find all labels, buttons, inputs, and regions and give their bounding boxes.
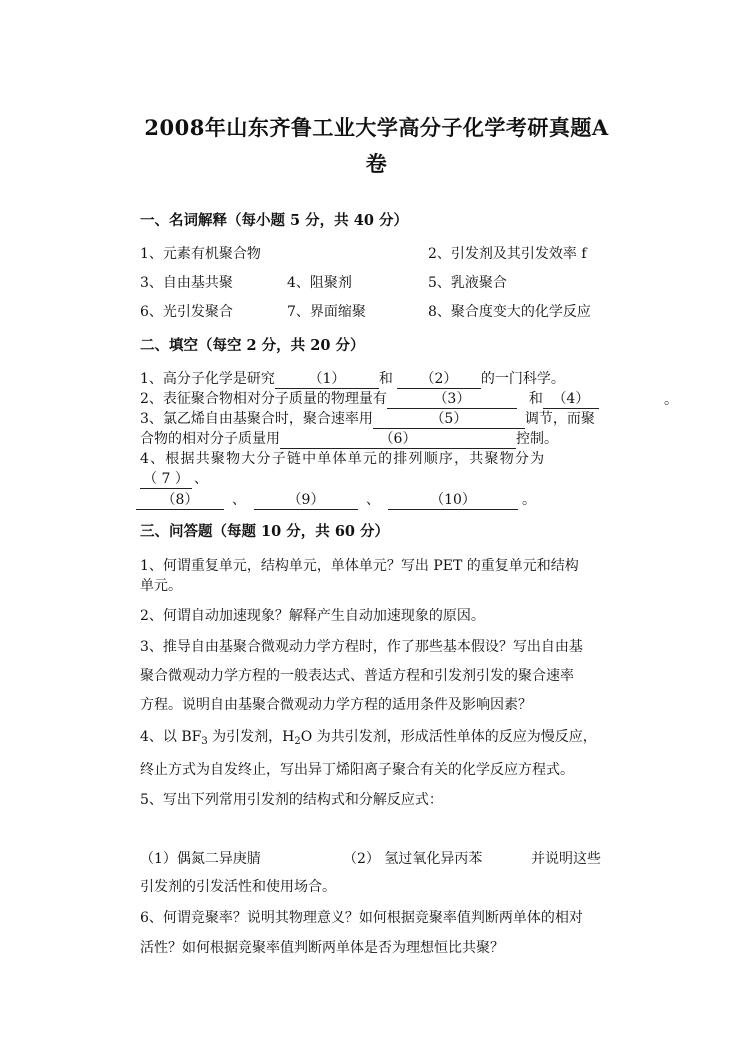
blank-5: （5） xyxy=(373,411,525,429)
q4-part-3: O 为共引发剂，形成活性单体的反应为慢反应， xyxy=(300,729,597,745)
q2-end: 。 xyxy=(664,392,678,408)
q3b-text: 合物的相对分子质量用 xyxy=(140,431,280,447)
q1-and: 和 xyxy=(378,371,393,387)
document-title xyxy=(120,110,633,182)
q4-sub-2: 2 xyxy=(294,736,301,747)
q1-end: 的一门科学。 xyxy=(480,371,565,387)
question-6-line1: 6、何谓竞聚率？说明其物理意义？如何根据竞聚率值判断两单体的相对 xyxy=(140,910,583,926)
q3-text: 3、氯乙烯自由基聚合时，聚合速率用 xyxy=(140,411,373,427)
term-1: 1、元素有机聚合物 xyxy=(140,246,261,262)
question-6-line2: 活性？如何根据竞聚率值判断两单体是否为理想恒比共聚？ xyxy=(140,940,504,956)
q4-sep-1: 、 xyxy=(232,492,246,508)
q4-part-2: 为引发剂，H xyxy=(207,729,295,745)
term-7: 7、界面缩聚 xyxy=(287,304,366,320)
term-8: 8、聚合度变大的化学反应 xyxy=(428,304,591,320)
term-5: 5、乳液聚合 xyxy=(428,275,507,291)
question-3-line3: 方程。说明自由基聚合微观动力学方程的适用条件及影响因素？ xyxy=(140,697,532,713)
fill-question-1 xyxy=(140,368,565,389)
fill-question-4-line3 xyxy=(136,489,536,510)
question-1-line2: 单元。 xyxy=(140,578,182,594)
fill-question-4: 4、根据共聚物大分子链中单体单元的排列顺序，共聚物分为 xyxy=(140,451,546,467)
fill-question-2 xyxy=(140,388,599,409)
blank-3: （3） xyxy=(387,391,517,409)
q4-sub-1: 3 xyxy=(201,736,208,747)
q3-continue: 调节，而聚 xyxy=(524,411,595,427)
question-5-line3: 引发剂的引发活性和使用场合。 xyxy=(140,879,336,895)
blank-10: （10） xyxy=(388,492,518,510)
q2-text: 2、表征聚合物相对分子质量的物理量有 xyxy=(140,391,387,407)
question-5-tail: 并说明这些 xyxy=(531,851,601,867)
question-2: 2、何谓自动加速现象？解释产生自动加速现象的原因。 xyxy=(140,608,485,624)
section2-heading: 二、填空（每空 2 分，共 20 分） xyxy=(140,337,365,354)
term-2: 2、引发剂及其引发效率 f xyxy=(428,246,587,262)
question-1-line1: 1、何谓重复单元，结构单元，单体单元？写出 PET 的重复单元和结构 xyxy=(140,558,579,574)
blank-6: （6） xyxy=(280,431,516,449)
blank-4: （4） xyxy=(543,391,599,409)
q3b-end: 控制。 xyxy=(516,431,558,447)
question-4-line2: 终止方式为自发终止，写出异丁烯阳离子聚合有关的化学反应方程式。 xyxy=(140,762,574,778)
blank-7: （ 7 ） xyxy=(140,471,192,489)
blank-1: （1） xyxy=(275,371,379,389)
section1-heading: 一、名词解释（每小题 5 分，共 40 分） xyxy=(140,212,408,229)
title-line-1: 2008年山东齐鲁工业大学高分子化学考研真题A xyxy=(144,115,609,140)
q2-and: 和 xyxy=(528,391,543,407)
q4-part-1: 4、以 BF xyxy=(140,729,202,745)
blank-8: （8） xyxy=(136,492,224,510)
question-4-line1 xyxy=(140,726,597,747)
q4-sep-2: 、 xyxy=(366,492,380,508)
q4-sep: 、 xyxy=(194,471,208,487)
term-4: 4、阻聚剂 xyxy=(287,275,352,291)
question-3-line1: 3、推导自由基聚合微观动力学方程时，作了那些基本假设？写出自由基 xyxy=(140,639,583,655)
title-line-2: 卷 xyxy=(365,151,388,176)
q1-text: 1、高分子化学是研究 xyxy=(140,371,275,387)
term-6: 6、光引发聚合 xyxy=(140,304,233,320)
term-3: 3、自由基共聚 xyxy=(140,275,233,291)
question-5: 5、写出下列常用引发剂的结构式和分解反应式： xyxy=(140,792,443,808)
question-5-item-1: （1）偶氮二异庚腈 xyxy=(140,851,261,867)
section3-heading: 三、问答题（每题 10 分，共 60 分） xyxy=(140,523,390,540)
blank-2: （2） xyxy=(397,371,481,389)
question-3-line2: 聚合微观动力学方程的一般表达式、普适方程和引发剂引发的聚合速率 xyxy=(140,668,574,684)
fill-question-3-cont xyxy=(140,428,558,449)
blank-9: （9） xyxy=(254,492,358,510)
fill-question-3 xyxy=(140,408,595,429)
question-5-item-2: （2） 氢过氧化异丙苯 xyxy=(343,851,483,867)
fill-question-4-line2 xyxy=(140,468,208,489)
q4-end: 。 xyxy=(522,492,536,508)
